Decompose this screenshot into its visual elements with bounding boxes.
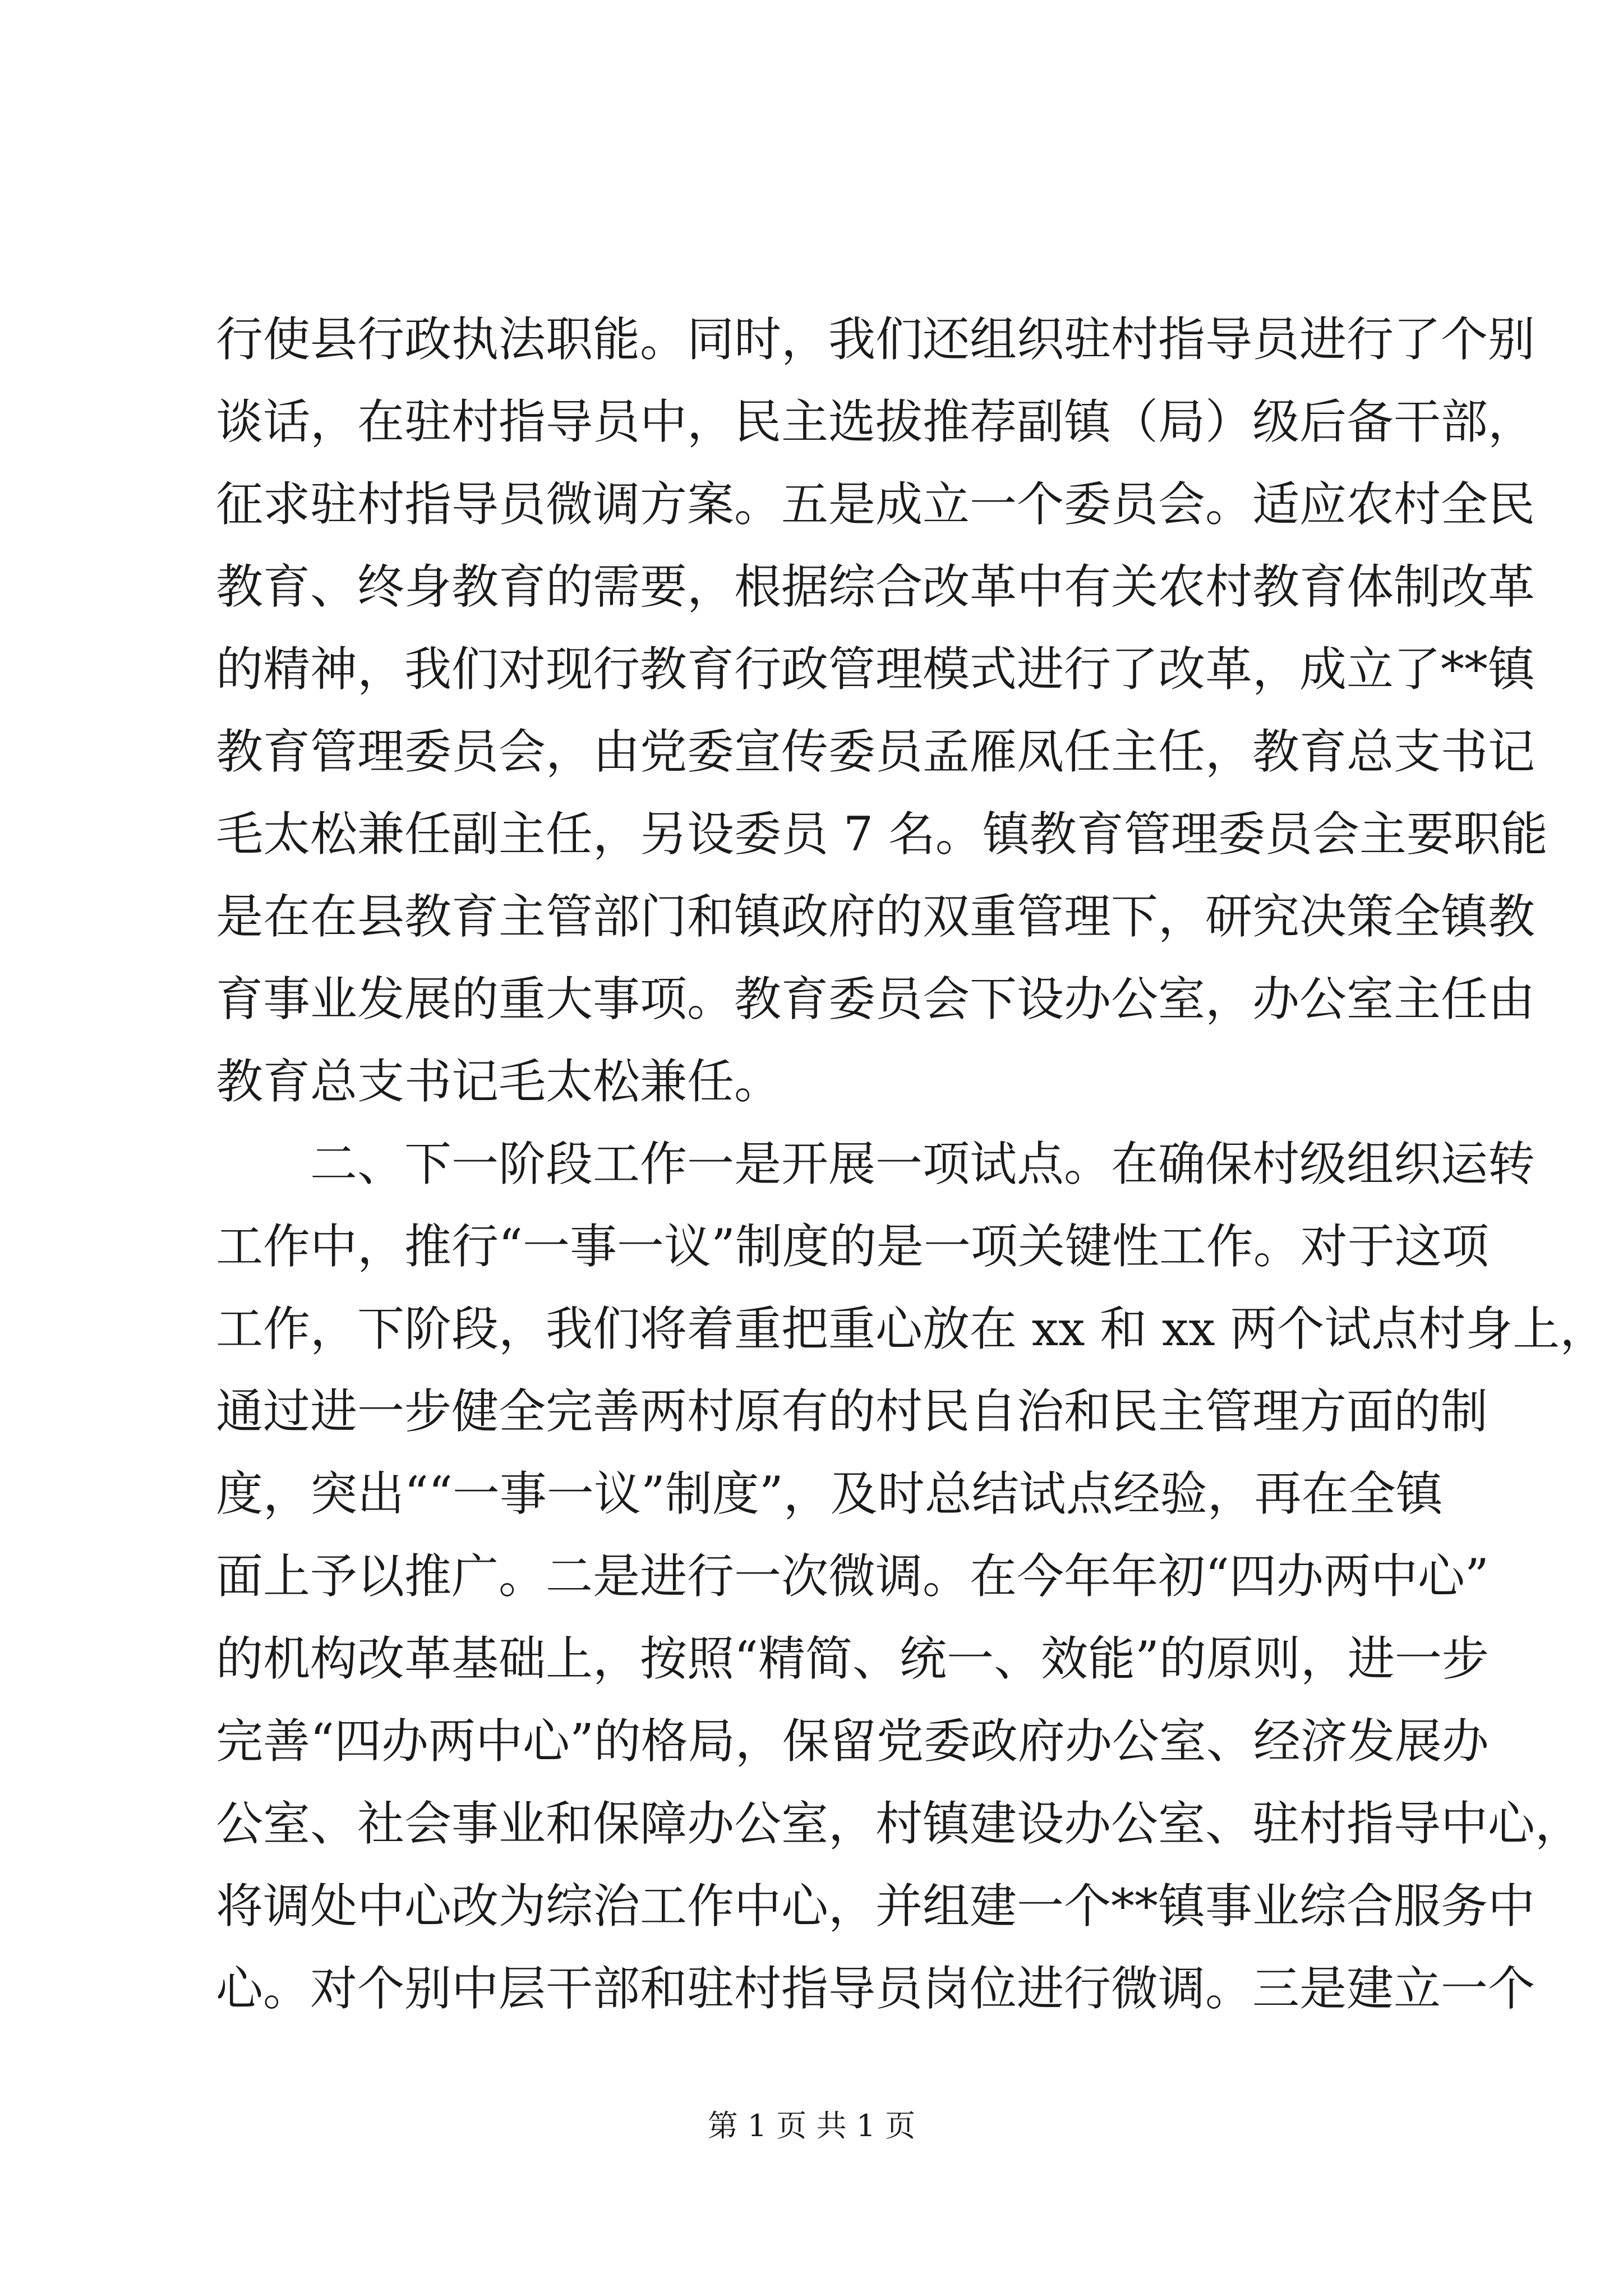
text-line: 教育、终身教育的需要，根据综合改革中有关农村教育体制改革 [216, 559, 1536, 614]
text-line: 面上予以推广。二是进行一次微调。在今年年初“四办两中心” [216, 1549, 1489, 1604]
text-line: 育事业发展的重大事项。教育委员会下设办公室，办公室主任由 [216, 972, 1536, 1027]
text-line: 将调处中心改为综治工作中心，并组建一个**镇事业综合服务中 [216, 1879, 1536, 1934]
page-footer: 第 1 页 共 1 页 [707, 2108, 916, 2143]
text-line: 教育管理委员会，由党委宣传委员孟雁凤任主任，教育总支书记 [216, 724, 1536, 779]
text-line: 的机构改革基础上，按照“精简、统一、效能”的原则，进一步 [216, 1631, 1489, 1686]
text-line: 通过进一步健全完善两村原有的村民自治和民主管理方面的制 [216, 1384, 1488, 1439]
text-line: 是在在县教育主管部门和镇政府的双重管理下，研究决策全镇教 [216, 889, 1536, 944]
text-line: 毛太松兼任副主任，另设委员 7 名。镇教育管理委员会主要职能 [216, 807, 1548, 862]
text-line: 心。对个别中层干部和驻村指导员岗位进行微调。三是建立一个 [216, 1961, 1536, 2016]
text-line: 征求驻村指导员微调方案。五是成立一个委员会。适应农村全民 [216, 477, 1536, 532]
text-line: 度，突出““一事一议”制度”，及时总结试点经验，再在全镇 [216, 1466, 1443, 1521]
text-line: 行使县行政执法职能。同时，我们还组织驻村指导员进行了个别 [216, 312, 1536, 367]
text-line: 教育总支书记毛太松兼任。 [216, 1054, 782, 1109]
text-line: 二、下一阶段工作一是开展一项试点。在确保村级组织运转 [216, 1137, 1536, 1191]
text-line: 的精神，我们对现行教育行政管理模式进行了改革，成立了**镇 [216, 642, 1536, 697]
text-line: 公室、社会事业和保障办公室，村镇建设办公室、驻村指导中心， [216, 1796, 1583, 1851]
text-line: 完善“四办两中心”的格局，保留党委政府办公室、经济发展办 [216, 1714, 1489, 1769]
text-line: 工作，下阶段，我们将着重把重心放在 xx 和 xx 两个试点村身上， [216, 1301, 1607, 1356]
text-line: 谈话，在驻村指导员中，民主选拔推荐副镇（局）级后备干部， [216, 394, 1536, 449]
text-line: 工作中，推行“一事一议”制度的是一项关键性工作。对于这项 [216, 1219, 1489, 1274]
